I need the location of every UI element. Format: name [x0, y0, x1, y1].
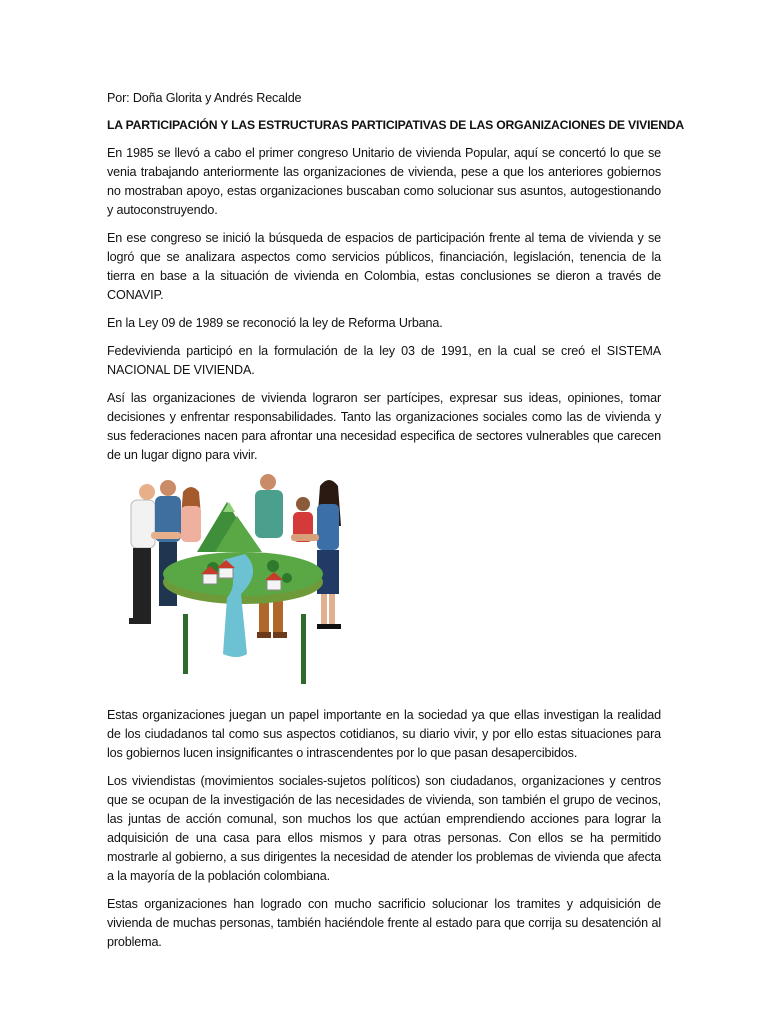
- document-title: LA PARTICIPACIÓN Y LAS ESTRUCTURAS PARTICIPATIVAS DE LAS ORGANIZACIONES DE VIVIENDA: [107, 118, 685, 132]
- paragraph-fedevivienda: Fedevivienda participó en la formulación de la ley 03 de 1991, en la cual se creó el SISTEMA NACIONAL DE VIVIENDA.: [107, 344, 661, 377]
- paragraph-participation-spaces: En ese congreso se inició la búsqueda de espacios de participación frente al tema de vivienda y se logró que se analizara aspectos como servicios públicos, financiación, legislación, tenencia de la tierra en base a la situación de vivienda en Colombia, estas conclusiones se dieron a través de CONAVIP.: [107, 231, 661, 302]
- document-page: [107, 89, 685, 961]
- community-illustration: [107, 474, 661, 698]
- paragraph-1985-congress: En 1985 se llevó a cabo el primer congreso Unitario de vivienda Popular, aquí se concertó lo que se venia trabajando anteriormente las organizaciones de vivienda, pese a que los anteriores gobiernos no mostraban apoyo, estas organizaciones buscaban como solucionar sus asuntos, autogestionando y autoconstruyendo.: [107, 146, 661, 217]
- paragraph-achievements: Estas organizaciones han logrado con mucho sacrificio solucionar los tramites y adquisición de vivienda de muchas personas, también haciéndole frente al estado para que corrija su desatención al problema.: [107, 897, 661, 949]
- community-housing-illustration-icon: [117, 474, 347, 698]
- paragraph-viviendistas: Los viviendistas (movimientos sociales-sujetos políticos) son ciudadanos, organizaciones y centros que se ocupan de la investigación de las necesidades de vivienda, son también el grupo de vecinos, las juntas de acción comunal, son muchos los que actúan emprendiendo acciones para lograr la adquisición de una casa para ellos mismos y para otras personas. Con ellos se ha permitido mostrarle al gobierno, a sus dirigentes la necesidad de atender los problemas de vivienda que afecta a la mayoría de la población colombiana.: [107, 774, 661, 883]
- paragraph-organizations-role: Estas organizaciones juegan un papel importante en la sociedad ya que ellas investigan la realidad de los ciudadanos tal como sus aspectos cotidianos, su diario vivir, y por ello estas situaciones para los gobiernos lucen insignificantes o intrascendentes por lo que pasan desapercibidos.: [107, 708, 661, 760]
- paragraph-ley-1989: En la Ley 09 de 1989 se reconoció la ley de Reforma Urbana.: [107, 316, 443, 330]
- paragraph-organizations-participation: Así las organizaciones de vivienda lograron ser partícipes, expresar sus ideas, opiniones, tomar decisiones y enfrentar responsabilidades. Tanto las organizaciones sociales como las de vivienda y sus federaciones nacen para afrontar una necesidad especifica de sectores vulnerables que carecen de un lugar digno para vivir.: [107, 391, 661, 462]
- author-line: Por: Doña Glorita y Andrés Recalde: [107, 91, 302, 105]
